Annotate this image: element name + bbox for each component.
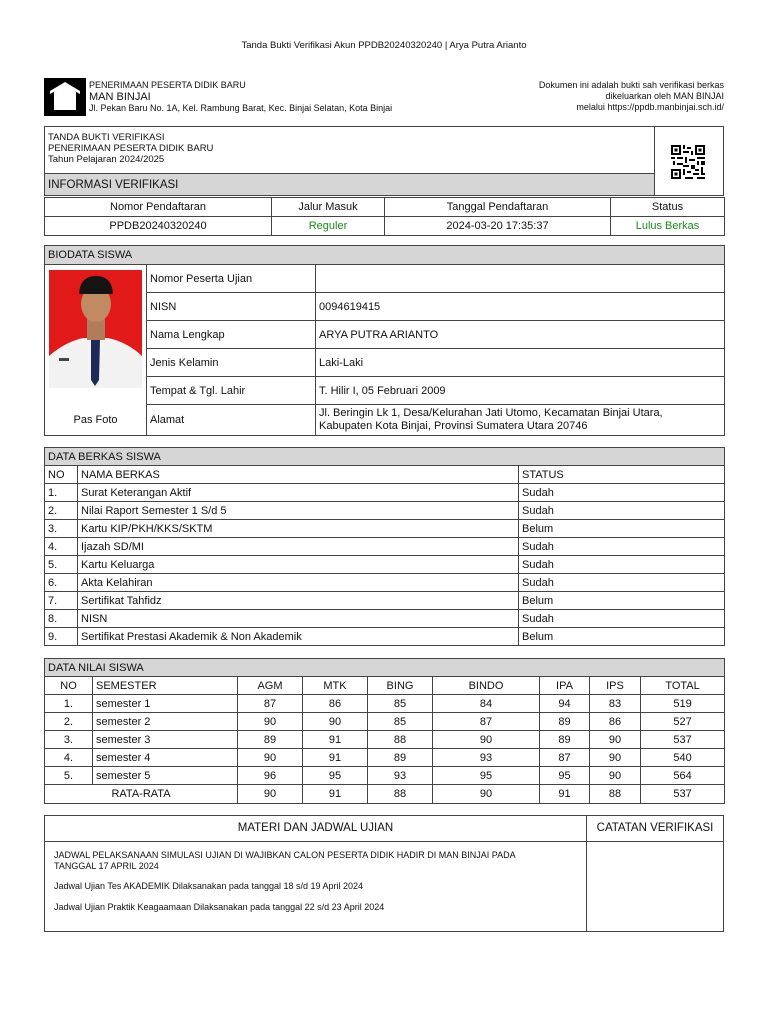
- table-row: [45, 574, 725, 592]
- value-nisn: 0094619415: [316, 293, 725, 321]
- col-ips: IPS: [590, 677, 641, 695]
- row-file-name: Nilai Raport Semester 1 S/d 5: [78, 502, 519, 520]
- verification-header-row: [45, 198, 725, 217]
- verification-value-row: [45, 217, 725, 236]
- avg-ipa: 91: [540, 785, 590, 804]
- cell-mtk: 86: [303, 695, 368, 713]
- cell-ips: 90: [590, 731, 641, 749]
- cell-ips: 86: [590, 713, 641, 731]
- table-row: [45, 556, 725, 574]
- average-row: [45, 785, 725, 804]
- table-row: [45, 592, 725, 610]
- schedule-note-simulation: [54, 850, 579, 872]
- row-file-status: Sudah: [519, 484, 725, 502]
- cell-no: 4.: [45, 749, 93, 767]
- cell-bindo: 90: [433, 731, 540, 749]
- biodata-row: [45, 265, 725, 293]
- row-file-status: Belum: [519, 520, 725, 538]
- label-nama-lengkap: Nama Lengkap: [147, 321, 316, 349]
- avg-total: 537: [641, 785, 725, 804]
- value-alamat: [316, 405, 725, 436]
- cell-mtk: 90: [303, 713, 368, 731]
- validity-line-3: melalui https://ppdb.manbinjai.sch.id/: [576, 102, 724, 112]
- table-row: [45, 767, 725, 785]
- cell-agm: 89: [238, 731, 303, 749]
- col-semester: SEMESTER: [93, 677, 238, 695]
- verification-title: TANDA BUKTI VERIFIKASI: [48, 132, 165, 143]
- cell-bindo: 87: [433, 713, 540, 731]
- avg-ips: 88: [590, 785, 641, 804]
- value-nomor-peserta: [316, 265, 725, 293]
- cell-no: 1.: [45, 695, 93, 713]
- table-row: [45, 628, 725, 646]
- value-jenis-kelamin: Laki-Laki: [316, 349, 725, 377]
- col-no: NO: [45, 677, 93, 695]
- col-no: NO: [45, 466, 78, 484]
- verification-info-table: [44, 197, 725, 236]
- academic-year: Tahun Pelajaran 2024/2025: [48, 154, 165, 165]
- berkas-table: [44, 447, 725, 646]
- row-file-name: Surat Keterangan Aktif: [78, 484, 519, 502]
- value-nama-lengkap: ARYA PUTRA ARIANTO: [316, 321, 725, 349]
- institution-header: [44, 78, 724, 118]
- biodata-row: [45, 377, 725, 405]
- institution-name: MAN BINJAI: [89, 91, 151, 103]
- avg-agm: 90: [238, 785, 303, 804]
- cell-ipa: 87: [540, 749, 590, 767]
- table-row: [45, 713, 725, 731]
- table-row: [45, 502, 725, 520]
- col-ipa: IPA: [540, 677, 590, 695]
- biodata-row: [45, 293, 725, 321]
- verification-subtitle: PENERIMAAN PESERTA DIDIK BARU: [48, 143, 214, 154]
- col-mtk: MTK: [303, 677, 368, 695]
- verification-status: Lulus Berkas: [611, 217, 725, 236]
- cell-bing: 88: [368, 731, 433, 749]
- cell-ips: 90: [590, 767, 641, 785]
- cell-bing: 93: [368, 767, 433, 785]
- student-photo: [49, 270, 142, 388]
- photo-cell: [45, 265, 147, 405]
- cell-agm: 90: [238, 749, 303, 767]
- school-logo-icon: [44, 78, 86, 116]
- cell-no: 3.: [45, 731, 93, 749]
- document-header: Tanda Bukti Verifikasi Akun PPDB20240320240 | Arya Putra Arianto: [241, 40, 527, 51]
- verification-notes-title: CATATAN VERIFIKASI: [596, 822, 714, 834]
- row-file-name: Ijazah SD/MI: [78, 538, 519, 556]
- col-status-berkas: STATUS: [519, 466, 725, 484]
- row-file-status: Sudah: [519, 610, 725, 628]
- cell-ips: 90: [590, 749, 641, 767]
- nilai-header-row: [45, 677, 725, 695]
- col-agm: AGM: [238, 677, 303, 695]
- cell-semester: semester 5: [93, 767, 238, 785]
- cell-bing: 89: [368, 749, 433, 767]
- label-alamat: Alamat: [147, 405, 316, 436]
- cell-bindo: 84: [433, 695, 540, 713]
- verification-box: [44, 126, 724, 196]
- row-no: 4.: [45, 538, 78, 556]
- cell-ipa: 89: [540, 731, 590, 749]
- row-file-name: Sertifikat Tahfidz: [78, 592, 519, 610]
- row-file-status: Sudah: [519, 502, 725, 520]
- label-jenis-kelamin: Jenis Kelamin: [147, 349, 316, 377]
- cell-bindo: 95: [433, 767, 540, 785]
- col-total: TOTAL: [641, 677, 725, 695]
- col-tanggal-pendaftaran: Tanggal Pendaftaran: [385, 198, 611, 217]
- nilai-table: [44, 658, 725, 804]
- row-no: 2.: [45, 502, 78, 520]
- row-file-status: Belum: [519, 628, 725, 646]
- col-nama-berkas: NAMA BERKAS: [78, 466, 519, 484]
- cell-agm: 90: [238, 713, 303, 731]
- cell-bing: 85: [368, 713, 433, 731]
- row-no: 8.: [45, 610, 78, 628]
- row-no: 3.: [45, 520, 78, 538]
- exam-schedule-box: [44, 815, 724, 932]
- row-file-status: Belum: [519, 592, 725, 610]
- table-row: [45, 695, 725, 713]
- institution-program: PENERIMAAN PESERTA DIDIK BARU: [89, 80, 246, 90]
- avg-bindo: 90: [433, 785, 540, 804]
- avg-bing: 88: [368, 785, 433, 804]
- table-row: [45, 538, 725, 556]
- alamat-line-1: Jl. Beringin Lk 1, Desa/Kelurahan Jati Utomo, Kecamatan Binjai Utara,: [319, 407, 663, 419]
- biodata-row: [45, 405, 725, 436]
- row-file-status: Sudah: [519, 556, 725, 574]
- qr-code-icon: [671, 145, 705, 179]
- berkas-header-row: [45, 466, 725, 484]
- biodata-table: [44, 245, 725, 436]
- table-row: [45, 749, 725, 767]
- note-line: JADWAL PELAKSANAAN SIMULASI UJIAN DI WAJIBKAN CALON PESERTA DIDIK HADIR DI MAN BINJAI PADA: [54, 850, 516, 860]
- table-row: [45, 520, 725, 538]
- cell-mtk: 91: [303, 731, 368, 749]
- row-no: 9.: [45, 628, 78, 646]
- cell-total: 519: [641, 695, 725, 713]
- note-line: TANGGAL 17 APRIL 2024: [54, 861, 159, 871]
- registration-date: 2024-03-20 17:35:37: [385, 217, 611, 236]
- cell-agm: 96: [238, 767, 303, 785]
- photo-label: Pas Foto: [45, 405, 147, 436]
- cell-ipa: 95: [540, 767, 590, 785]
- cell-no: 2.: [45, 713, 93, 731]
- value-tempat-tgl-lahir: T. Hilir I, 05 Februari 2009: [316, 377, 725, 405]
- cell-semester: semester 1: [93, 695, 238, 713]
- biodata-row: [45, 321, 725, 349]
- row-no: 6.: [45, 574, 78, 592]
- cell-total: 527: [641, 713, 725, 731]
- row-no: 1.: [45, 484, 78, 502]
- cell-semester: semester 3: [93, 731, 238, 749]
- schedule-note-practical: Jadwal Ujian Praktik Keagaamaan Dilaksanakan pada tanggal 22 s/d 23 April 2024: [54, 902, 385, 912]
- validity-line-2: dikeluarkan oleh MAN BINJAI: [605, 91, 724, 101]
- qr-cell: [654, 127, 723, 195]
- validity-line-1: Dokumen ini adalah bukti sah verifikasi berkas: [538, 80, 724, 90]
- student-portrait-icon: [49, 270, 142, 388]
- cell-ips: 83: [590, 695, 641, 713]
- cell-bindo: 93: [433, 749, 540, 767]
- nilai-title: DATA NILAI SISWA: [45, 659, 725, 677]
- row-file-name: Kartu Keluarga: [78, 556, 519, 574]
- schedule-title: MATERI DAN JADWAL UJIAN: [237, 822, 394, 834]
- col-nomor-pendaftaran: Nomor Pendaftaran: [45, 198, 272, 217]
- info-verification-title: INFORMASI VERIFIKASI: [45, 173, 655, 195]
- col-jalur-masuk: Jalur Masuk: [272, 198, 385, 217]
- cell-bing: 85: [368, 695, 433, 713]
- table-row: [45, 610, 725, 628]
- registration-number: PPDB20240320240: [45, 217, 272, 236]
- col-status: Status: [611, 198, 725, 217]
- avg-mtk: 91: [303, 785, 368, 804]
- entry-path: Reguler: [272, 217, 385, 236]
- row-file-name: Sertifikat Prestasi Akademik & Non Akademik: [78, 628, 519, 646]
- table-row: [45, 731, 725, 749]
- label-nisn: NISN: [147, 293, 316, 321]
- cell-mtk: 95: [303, 767, 368, 785]
- biodata-row: [45, 349, 725, 377]
- row-file-name: Akta Kelahiran: [78, 574, 519, 592]
- cell-total: 540: [641, 749, 725, 767]
- col-bing: BING: [368, 677, 433, 695]
- cell-agm: 87: [238, 695, 303, 713]
- cell-mtk: 91: [303, 749, 368, 767]
- biodata-title: BIODATA SISWA: [45, 246, 725, 265]
- cell-semester: semester 2: [93, 713, 238, 731]
- institution-address: Jl. Pekan Baru No. 1A, Kel. Rambung Barat, Kec. Binjai Selatan, Kota Binjai: [89, 103, 393, 113]
- label-tempat-tgl-lahir: Tempat & Tgl. Lahir: [147, 377, 316, 405]
- alamat-line-2: Kabupaten Kota Binjai, Provinsi Sumatera Utara 20746: [319, 420, 588, 432]
- cell-total: 564: [641, 767, 725, 785]
- row-no: 7.: [45, 592, 78, 610]
- table-row: [45, 484, 725, 502]
- cell-total: 537: [641, 731, 725, 749]
- cell-semester: semester 4: [93, 749, 238, 767]
- row-file-status: Sudah: [519, 574, 725, 592]
- cell-ipa: 94: [540, 695, 590, 713]
- cell-ipa: 89: [540, 713, 590, 731]
- schedule-note-academic: Jadwal Ujian Tes AKADEMIK Dilaksanakan pada tanggal 18 s/d 19 April 2024: [54, 881, 364, 891]
- row-no: 5.: [45, 556, 78, 574]
- row-file-name: NISN: [78, 610, 519, 628]
- berkas-title: DATA BERKAS SISWA: [45, 448, 725, 466]
- row-file-name: Kartu KIP/PKH/KKS/SKTM: [78, 520, 519, 538]
- col-bindo: BINDO: [433, 677, 540, 695]
- cell-no: 5.: [45, 767, 93, 785]
- average-label: RATA-RATA: [45, 785, 238, 804]
- row-file-status: Sudah: [519, 538, 725, 556]
- label-nomor-peserta: Nomor Peserta Ujian: [147, 265, 316, 293]
